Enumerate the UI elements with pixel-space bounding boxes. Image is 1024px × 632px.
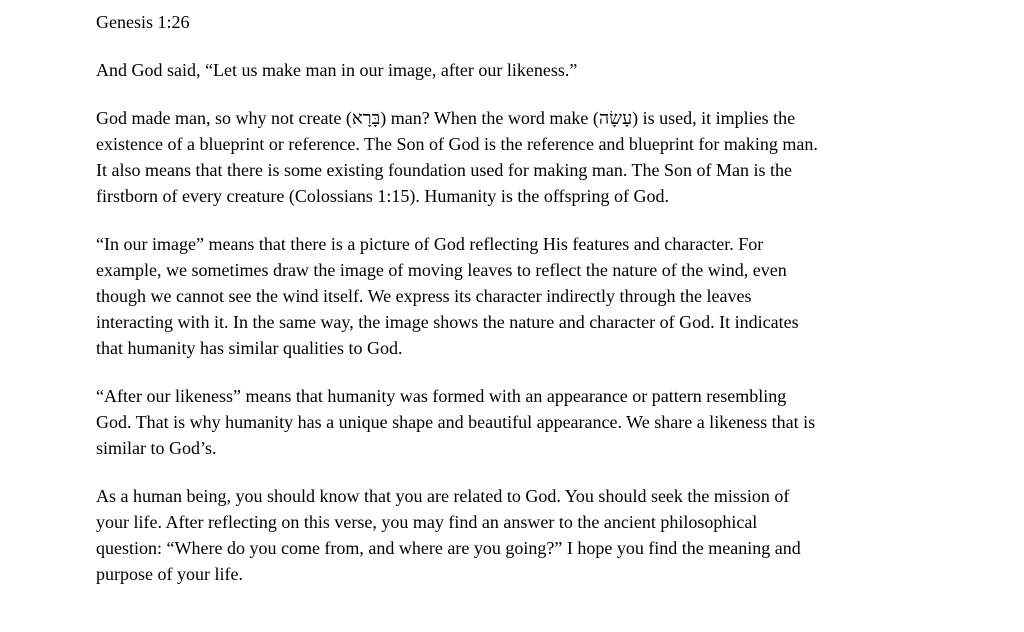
text-line: It also means that there is some existing foundation used for making man. The Son of Man is the — [96, 160, 793, 180]
text-line: purpose of your life. — [96, 564, 243, 584]
paragraph — [96, 383, 956, 461]
text-line: your life. After reflecting on this verse, you may find an answer to the ancient philosophical — [96, 512, 758, 532]
text-line: “After our likeness” means that humanity was formed with an appearance or pattern resembling — [96, 386, 787, 406]
paragraph — [96, 57, 956, 83]
paragraph — [96, 9, 956, 35]
text-line: firstborn of every creature (Colossians 1:15). Humanity is the offspring of God. — [96, 186, 670, 206]
text-line: “In our image” means that there is a picture of God reflecting His features and character. For — [96, 234, 764, 254]
text-line: interacting with it. In the same way, the image shows the nature and character of God. It indicates — [96, 312, 799, 332]
paragraph — [96, 231, 956, 361]
document-page — [96, 9, 956, 609]
text-line: Genesis 1:26 — [96, 12, 190, 32]
text-line: that humanity has similar qualities to God. — [96, 338, 403, 358]
text-line: though we cannot see the wind itself. We express its character indirectly through the leaves — [96, 286, 752, 306]
paragraph — [96, 483, 956, 587]
text-line: And God said, “Let us make man in our image, after our likeness.” — [96, 60, 578, 80]
text-line: similar to God’s. — [96, 438, 217, 458]
paragraph — [96, 105, 956, 209]
text-line: existence of a blueprint or reference. The Son of God is the reference and blueprint for making man. — [96, 134, 818, 154]
text-line: example, we sometimes draw the image of moving leaves to reflect the nature of the wind, even — [96, 260, 787, 280]
text-line: God made man, so why not create (בָּרָא) man? When the word make (עָשָׂה) is used, it implies the — [96, 108, 796, 128]
text-line: question: “Where do you come from, and where are you going?” I hope you find the meaning and — [96, 538, 801, 558]
text-line: God. That is why humanity has a unique shape and beautiful appearance. We share a likeness that is — [96, 412, 816, 432]
text-line: As a human being, you should know that you are related to God. You should seek the mission of — [96, 486, 790, 506]
